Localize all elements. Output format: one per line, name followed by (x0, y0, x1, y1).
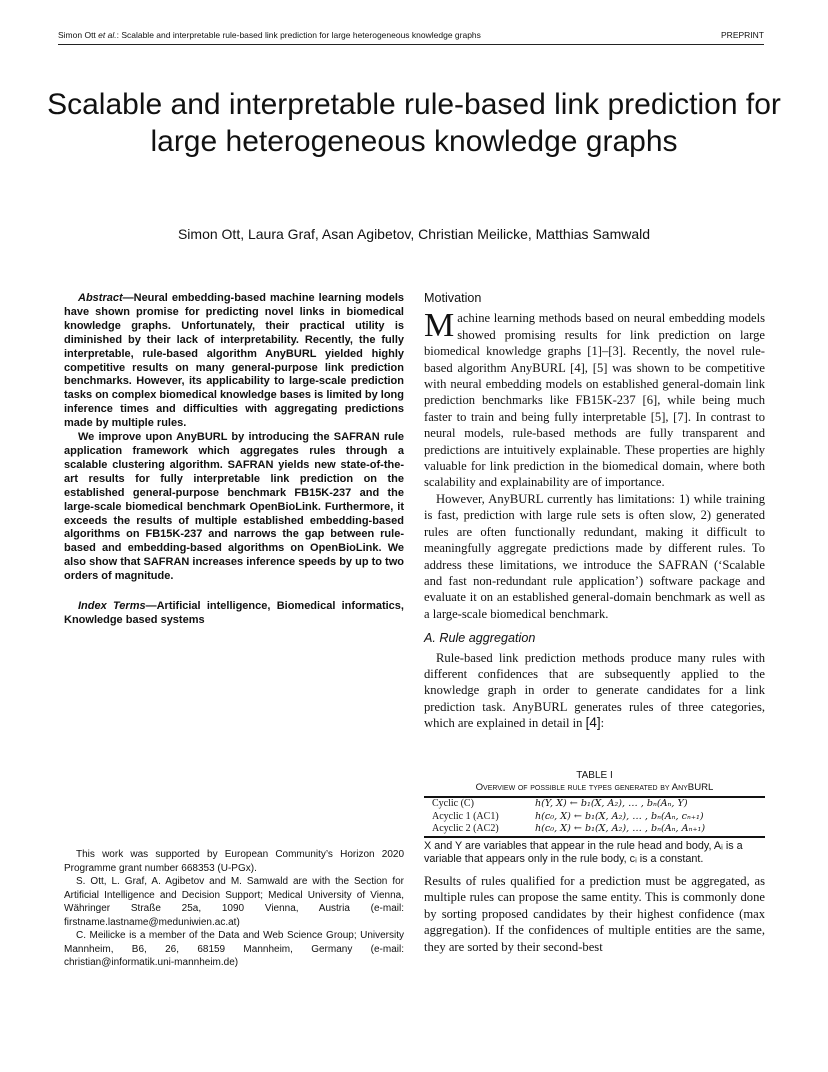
table-note: X and Y are variables that appear in the rule head and body, Aᵢ is a variable that appears only in the rule body, cᵢ is a constant. (424, 839, 743, 865)
rule-aggregation-paragraph: Rule-based link prediction methods produce many rules with different confidences that are subsequently applied to the knowledge graph in order to generate candidates for a link prediction task. AnyBURL generates rules of three categories, which are explained in detail in [4]: (424, 650, 765, 731)
footnote-funding: This work was supported by European Community’s Horizon 2020 Programme grant number 668353 (U-PGx). (64, 849, 404, 874)
paper-title: Scalable and interpretable rule-based link prediction for large heterogeneous knowledge graphs (47, 88, 781, 158)
rule-type-cell: Cyclic (C) (432, 798, 474, 809)
rule-type-cell: Acyclic 1 (AC1) (432, 810, 499, 822)
right-column (424, 290, 765, 732)
aggregation-paragraph: Results of rules qualified for a prediction must be aggregated, as multiple rules can propose the same entity. This is commonly done by sorting proposed candidates by their highest confidence (max aggregation). If the confidences of multiple entities are the same, they are sorted by their second-best (424, 874, 765, 954)
footnotes (64, 848, 404, 970)
rule-form-cell: h(c₀, X) ← b₁(X, A₂), … , bₙ(Aₙ, cₙ₊₁) (535, 810, 704, 822)
table-row (424, 823, 765, 837)
table-rule-types (424, 770, 765, 866)
table-caption: Overview of possible rule types generated by AnyBURL (475, 782, 714, 793)
table-label: TABLE I (576, 770, 613, 781)
abstract-paragraph-2: We improve upon AnyBURL by introducing the SAFRAN rule application framework which aggregates rules through a scalable clustering algorithm. SAFRAN yields new state-of-the-art results for fully interpretable link prediction on the established general-purpose benchmark FB15K-237 and the large-scale biomedical benchmark OpenBioLink. Furthermore, it exceeds the results of multiple established embedding-based algorithms on FB15K-237 and narrows the gap between rule-based and embedding-based algorithms on OpenBioLink. We also show that SAFRAN increases inference speeds by up to two orders of magnitude. (64, 431, 404, 583)
section-heading-motivation: Motivation (424, 291, 482, 305)
rule-types-table (424, 796, 765, 838)
motivation-paragraph-2: However, AnyBURL currently has limitations: 1) while training is fast, prediction with large rule sets is often slow, 2) generated rules are often functionally redundant, making it difficult to meaningfully aggregate predictions made by different rules. To address these limitations, we introduce the SAFRAN (‘Scalable and fast non-redundant rule application’) software package and evaluate it on an established general-domain benchmark as well as a large-scale biomedical benchmark. (424, 491, 765, 621)
subsection-heading-rule-aggregation: A. Rule aggregation (424, 631, 536, 646)
abstract-paragraph-1: Abstract—Neural embedding-based machine learning models have shown promise for predicting novel links in biomedical knowledge graphs. Unfortunately, their practical utility is diminished by their lack of interpretability. Recently, the fully interpretable, rule-based algorithm AnyBURL yielded highly competitive results on many general-purpose link prediction benchmarks. However, its applicability to large-scale prediction tasks on complex biomedical knowledge bases is limited by long inference times and difficulties with aggregating predictions made by multiple rules. (64, 292, 404, 430)
aggregation-continued (424, 873, 765, 955)
footnote-affiliation-1: S. Ott, L. Graf, A. Agibetov and M. Samwald are with the Section for Artificial Intelligence and Decision Support; Medical University of Vienna, Währinger Straße 25a, 1090 Vienna, Austria (e-mail: firstname.lastname@meduniwien.ac.at) (64, 876, 404, 928)
index-terms: Index Terms—Artificial intelligence, Biomedical informatics, Knowledge based systems (64, 600, 404, 626)
running-header-right: PREPRINT (721, 30, 764, 40)
motivation-paragraph-1: Machine learning methods based on neural embedding models showed promising results for link prediction on large biomedical knowledge graphs [1]–[3]. Recently, the novel rule-based algorithm AnyBURL [4], [5] was shown to be competitive with neural embedding models on established general-domain link prediction benchmarks like FB15K-237 [6], while being much faster to train and being fully interpretable [5], [7]. In contrast to neural models, rule-based methods are fully transparent and predictions are intuitively explainable. These properties are highly valuable for link prediction in the biomedical domain, where both scalability and explainability are of importance. (424, 307, 765, 490)
rule-type-cell: Acyclic 2 (AC2) (432, 823, 499, 834)
citation-link[interactable]: [4] (585, 715, 601, 731)
table-row (424, 811, 765, 824)
running-header (58, 28, 764, 45)
left-column (64, 292, 404, 628)
drop-cap: M (424, 307, 455, 345)
rule-form-cell: h(Y, X) ← b₁(X, A₂), … , bₙ(Aₙ, Y) (535, 798, 688, 809)
author-list: Simon Ott, Laura Graf, Asan Agibetov, Christian Meilicke, Matthias Samwald (177, 226, 651, 242)
table-row (424, 797, 765, 811)
rule-form-cell: h(c₀, X) ← b₁(X, A₂), … , bₙ(Aₙ, Aₙ₊₁) (535, 823, 706, 834)
footnote-affiliation-2: C. Meilicke is a member of the Data and Web Science Group; University Mannheim, B6, 26, 68159 Mannheim, Germany (e-mail: christian@informatik.uni-mannheim.de) (64, 930, 404, 968)
running-header-left: Simon Ott et al.: Scalable and interpretable rule-based link prediction for large heterogeneous knowledge graphs (58, 30, 481, 40)
